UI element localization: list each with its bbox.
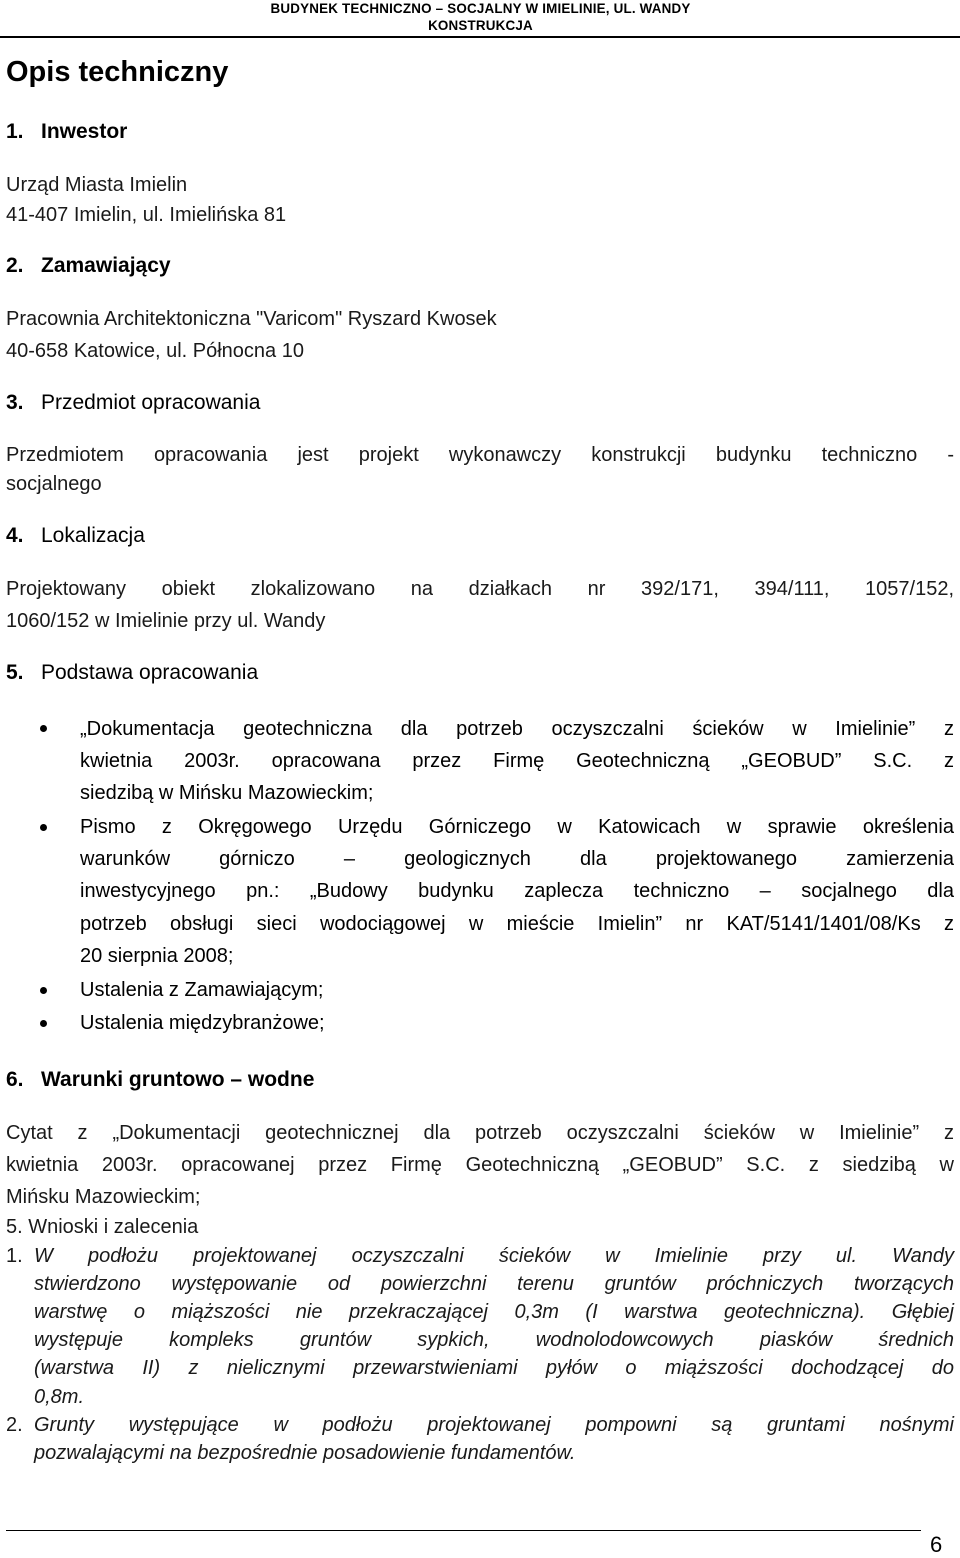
section-number: 1. — [6, 120, 24, 143]
section-title: Zamawiający — [41, 254, 171, 277]
quote-line2: kwietnia 2003r. opracowanej przez Firmę Geotechniczną „GEOBUD” S.C. z siedzibą w — [6, 1154, 954, 1176]
bullet-1-line2: kwietnia 2003r. opracowana przez Firmę Geotechniczną „GEOBUD” S.C. z — [80, 750, 954, 772]
bullet-2-line2: warunków górniczo – geologicznych dla projektowanego zamierzenia — [80, 848, 954, 870]
bullet-dot — [40, 1020, 47, 1027]
section-2-line1: Pracownia Architektoniczna "Varicom" Ryszard Kwosek — [6, 308, 497, 330]
page-number: 6 — [930, 1532, 943, 1557]
bullet-2-line5: 20 sierpnia 2008; — [80, 945, 234, 967]
section-1-heading — [6, 117, 127, 147]
section-1-line1: Urząd Miasta Imielin — [6, 174, 188, 196]
bullet-dot — [40, 824, 47, 831]
section-title: Inwestor — [41, 120, 128, 143]
section-3-line1: Przedmiotem opracowania jest projekt wykonawczy konstrukcji budynku techniczno - — [6, 444, 954, 466]
footer-rule — [6, 1530, 921, 1531]
item-2-line2: pozwalającymi na bezpośrednie posadowienie fundamentów. — [34, 1442, 576, 1464]
bullet-4-line1: Ustalenia międzybranżowe; — [80, 1012, 325, 1034]
section-4-heading — [6, 521, 145, 551]
bullet-dot — [40, 725, 47, 732]
item-1-line5: (warstwa II) z nielicznymi przewarstwieniami pyłów o miąższości dochodzącej do — [34, 1357, 954, 1379]
bullet-2-line1: Pismo z Okręgowego Urzędu Górniczego w Katowicach w sprawie określenia — [80, 816, 954, 838]
header-rule — [0, 36, 960, 38]
conclusions-heading: 5. Wnioski i zalecenia — [6, 1216, 199, 1238]
bullet-1-line1: „Dokumentacja geotechniczna dla potrzeb oczyszczalni ścieków w Imielinie” z — [80, 718, 954, 740]
section-4-line2: 1060/152 w Imielinie przy ul. Wandy — [6, 610, 326, 632]
bullet-3-line1: Ustalenia z Zamawiającym; — [80, 979, 324, 1001]
item-1-line2: stwierdzono występowanie od powierzchni terenu gruntów próchniczych tworzących — [34, 1273, 954, 1295]
item-2-number: 2. — [6, 1414, 23, 1436]
section-2-line2: 40-658 Katowice, ul. Północna 10 — [6, 340, 304, 362]
quote-line1: Cytat z „Dokumentacji geotechnicznej dla potrzeb oczyszczalni ścieków w Imielinie” z — [6, 1122, 954, 1144]
section-number: 6. — [6, 1068, 24, 1091]
quote-line3: Mińsku Mazowieckim; — [6, 1186, 201, 1208]
item-2-line1: Grunty występujące w podłożu projektowanej pompowni są gruntami nośnymi — [34, 1414, 954, 1436]
item-1-line1: W podłożu projektowanej oczyszczalni ścieków w Imielinie przy ul. Wandy — [34, 1245, 954, 1267]
bullet-1-line3: siedzibą w Mińsku Mazowieckim; — [80, 782, 374, 804]
section-1-line2: 41-407 Imielin, ul. Imielińska 81 — [6, 204, 287, 226]
bullet-2-line4: potrzeb obsługi sieci wodociągowej w mieście Imielin” nr KAT/5141/1401/08/Ks z — [80, 913, 954, 935]
document-title: Opis techniczny — [6, 56, 229, 88]
section-3-line2: socjalnego — [6, 473, 102, 495]
running-header-line1: BUDYNEK TECHNICZNO – SOCJALNY W IMIELINIE, UL. WANDY — [270, 1, 691, 16]
section-title: Warunki gruntowo – wodne — [41, 1068, 315, 1091]
running-header — [228, 0, 733, 34]
running-header-line2: KONSTRUKCJA — [428, 18, 533, 33]
section-2-heading — [6, 251, 171, 281]
item-1-number: 1. — [6, 1245, 23, 1267]
section-number: 2. — [6, 254, 24, 277]
section-number: 3. — [6, 391, 24, 414]
section-3-heading — [6, 388, 260, 418]
item-1-line3: warstwę o miąższości nie przekraczającej 0,3m (I warstwa geotechniczna). Głębiej — [34, 1301, 954, 1323]
bullet-dot — [40, 987, 47, 994]
section-title: Przedmiot opracowania — [41, 391, 261, 414]
section-number: 4. — [6, 524, 24, 547]
section-number: 5. — [6, 661, 24, 684]
section-title: Lokalizacja — [41, 524, 145, 547]
section-title: Podstawa opracowania — [41, 661, 259, 684]
section-5-heading — [6, 658, 258, 688]
section-6-heading — [6, 1065, 314, 1095]
item-1-line4: występuje kompleks gruntów sypkich, wodnolodowcowych piasków średnich — [34, 1329, 954, 1351]
bullet-2-line3: inwestycyjnego pn.: „Budowy budynku zaplecza techniczno – socjalnego dla — [80, 880, 954, 902]
item-1-line6: 0,8m. — [34, 1386, 85, 1408]
section-4-line1: Projektowany obiekt zlokalizowano na działkach nr 392/171, 394/111, 1057/152, — [6, 578, 954, 600]
